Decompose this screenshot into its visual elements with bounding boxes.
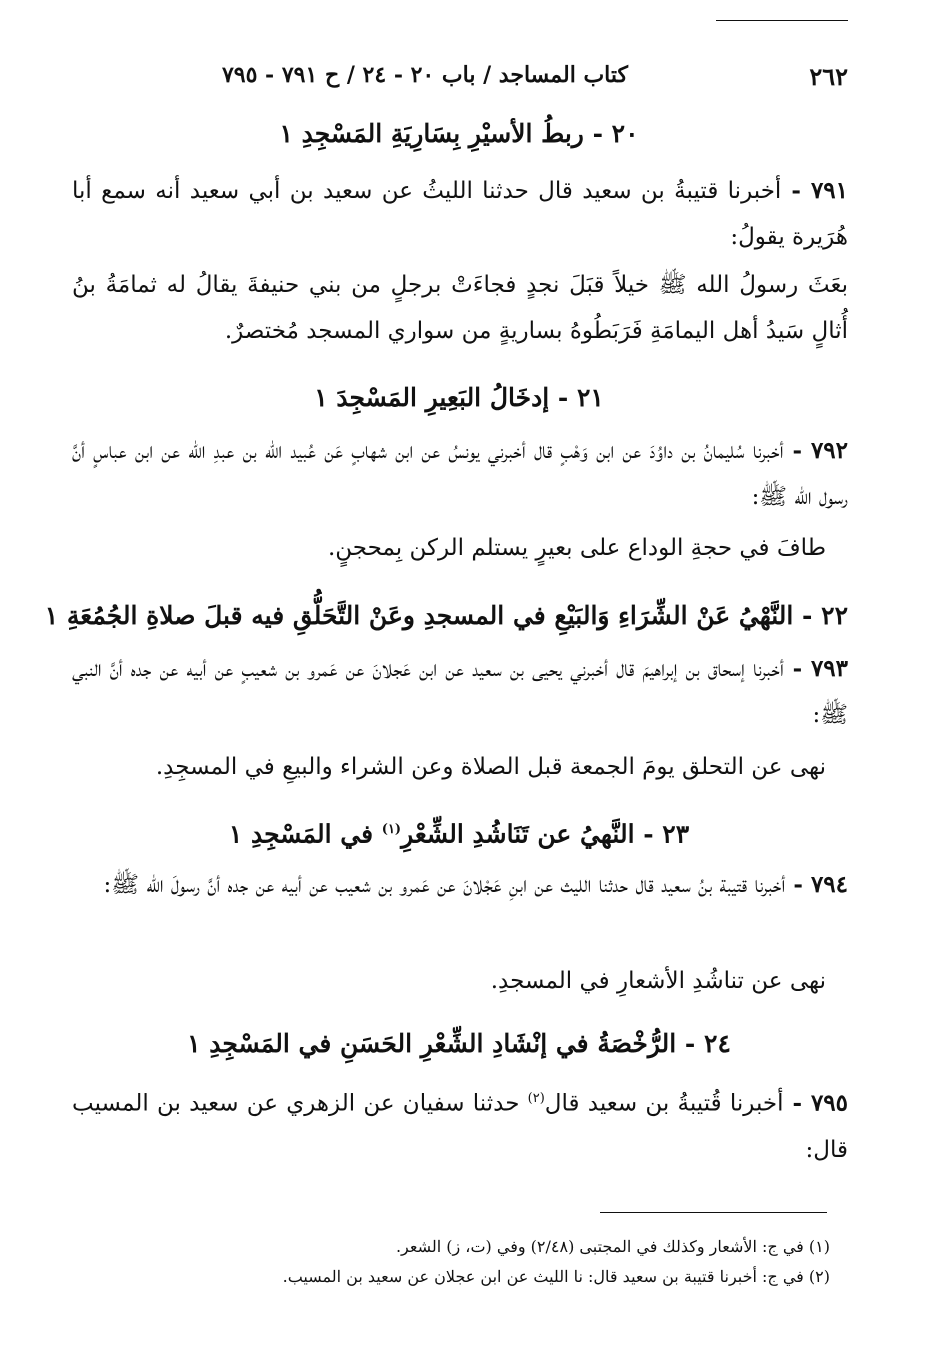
footnote-rule — [600, 1212, 827, 1213]
chapter-title-text-cont: في المَسْجِدِ ١ — [228, 819, 374, 849]
hadith-792-matn: طافَ في حجةِ الوداع على بعيرٍ يستلم الركن بِمحجنٍ. — [327, 535, 826, 561]
hadith-number: ٧٩٤ — [810, 871, 848, 898]
isnad-text: أخبرنا إسحاق بن إبراهيمَ قال أخبرني يحيى بن سعيد عن ابن عَجلانَ عن عَمرو بن شعيبٍ عن أبيه عن جده أنَّ النبي ﷺ: — [72, 656, 848, 728]
chapter-title-24: ٢٤ - الرُّخْصَةُ في إنْشَادِ الشِّعْرِ الحَسَنِ في المَسْجِدِ ١ — [187, 1029, 731, 1058]
hadith-number: ٧٩٣ — [810, 655, 848, 682]
chapter-title-text: ٢٣ - النَّهيُ عن تَنَاشُدِ الشِّعْرِ — [401, 819, 690, 849]
running-title: كتاب المساجد / باب ٢٠ - ٢٤ / ح ٧٩١ - ٧٩٥ — [221, 62, 628, 88]
hadith-793-isnad: ٧٩٣ - أخبرنا إسحاق بن إبراهيمَ قال أخبرني يحيى بن سعيد عن ابن عَجلانَ عن عَمرو بن شعيبٍ عن أبيه عن جده أنَّ النبي ﷺ: — [72, 655, 848, 728]
chapter-title-22: ٢٢ - النَّهْيُ عَنْ الشِّرَاءِ وَالبَيْعِ في المسجدِ وعَنْ التَّحَلُّقِ فيه قبلَ صلاةِ الجُمُعَةِ ١ — [44, 601, 848, 630]
hadith-795-isnad: ٧٩٥ - أخبرنا قُتيبةُ بن سعيد قال$^{(٢)}$ حدثنا سفيان عن الزهري عن سعيد بن المسيب قال: — [72, 1089, 848, 1163]
footnote-marker: (٢) — [808, 1267, 830, 1286]
running-header — [70, 62, 848, 98]
hadith-791-isnad: ٧٩١ - أخبرنا قتيبةُ بن سعيد قال حدثنا الليثُ عن سعيد بن أبي سعيد أنه سمع أبا هُرَيرة يقولُ: — [72, 177, 848, 250]
hadith-792-isnad: ٧٩٢ - أخبرنا سُليمانُ بن داوُدَ عن ابن وَهْبٍ قال أخبرني يونسُ عن ابن شهابٍ عَن عُبيد الله بن عبدِ الله عن ابن عباسٍ أنَّ رسول الله ﷺ: — [72, 437, 848, 510]
isnad-text: أخبرنا قتيبة بنُ سعيد قال حدثنا الليث عن ابنِ عَجْلانَ عن عَمرو بن شعيب عن أبيه عن جده أنَّ رسولَ الله ﷺ: — [103, 872, 786, 898]
isnad-text: أخبرنا قُتيبةُ بن سعيد قال — [544, 1090, 784, 1117]
hadith-number: ٧٩١ — [810, 177, 848, 204]
hadith-number: ٧٩٥ — [810, 1089, 848, 1117]
hadith-number: ٧٩٢ — [810, 437, 848, 464]
footnote-text: في ج: أخبرنا قتيبة بن سعيد قال: نا الليث عن ابن عجلان عن سعيد بن المسيب. — [282, 1267, 804, 1286]
chapter-title-23 — [70, 810, 848, 854]
chapter-title-21: ٢١ - إدخَالُ البَعِيرِ المَسْجِدَ ١ — [314, 383, 604, 412]
hadith-794-isnad: ٧٩٤ - أخبرنا قتيبة بنُ سعيد قال حدثنا الليث عن ابنِ عَجْلانَ عن عَمرو بن شعيب عن أبيه عن جده أنَّ رسولَ الله ﷺ: — [103, 871, 848, 898]
isnad-text-cont: حدثنا سفيان عن الزهري عن سعيد بن المسيب قال: — [72, 1090, 848, 1163]
page-number: ٢٦٢ — [809, 62, 848, 91]
chapter-title-20: ٢٠ - ربطُ الأسيْرِ بِسَارِيَةِ المَسْجِدِ ١ — [279, 119, 639, 148]
isnad-text: أخبرنا سُليمانُ بن داوُدَ عن ابن وَهْبٍ قال أخبرني يونسُ عن ابن شهابٍ عَن عُبيد الله بن عبدِ الله عن ابن عباسٍ أنَّ رسول الله ﷺ: — [72, 438, 848, 510]
footnote-ref-2: (٢) — [527, 1091, 545, 1106]
footnote-2 — [70, 1264, 830, 1290]
footnote-1 — [70, 1234, 830, 1260]
hadith-794-matn: نهى عن تناشُدِ الأشعارِ في المسجدِ. — [490, 968, 826, 994]
footnote-text: في ج: الأشعار وكذلك في المجتبى (٢/٤٨) وفي (ت، ز) الشعر. — [395, 1237, 804, 1256]
footnote-marker: (١) — [808, 1237, 830, 1256]
isnad-text: أخبرنا قتيبةُ بن سعيد قال حدثنا الليثُ عن سعيد بن أبي سعيد أنه سمع أبا هُرَيرة يقولُ: — [72, 178, 848, 250]
hadith-793-matn: نهى عن التحلق يومَ الجمعة قبل الصلاة وعن الشراء والبيعِ في المسجِدِ. — [155, 754, 826, 780]
hadith-791-matn: بعَثَ رسولُ الله ﷺ خيلاً قبَلَ نجدٍ فجاءَتْ برجلٍ من بني حنيفةَ يقالُ له ثمامَةُ بنُ أُثالٍ سَيدُ أهل اليمامَةِ فَرَبَطُوهُ بساريةٍ من سواري المسجد مُختصرٌ. — [72, 272, 848, 344]
footnote-ref-1: (١) — [381, 822, 402, 837]
header-rule — [716, 20, 848, 21]
